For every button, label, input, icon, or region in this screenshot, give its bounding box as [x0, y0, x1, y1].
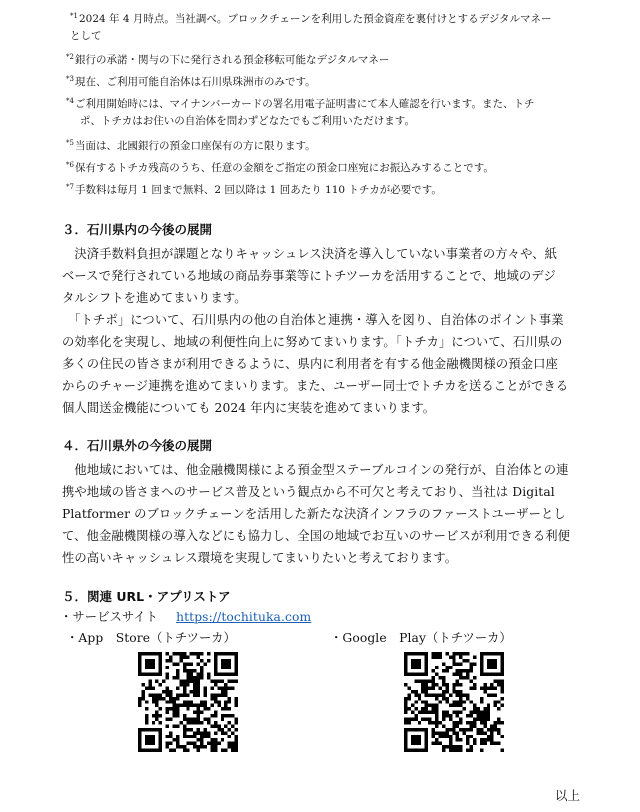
section3-line-3: タルシフトを進めてまいります。 [62, 291, 247, 305]
closing-mark: 以上 [554, 788, 580, 803]
footnote-1-cont: として [70, 30, 102, 42]
section4-line-2: 携や地域の皆さまへのサービス普及という観点から不可欠と考えており、当社は Digital [62, 485, 555, 499]
service-site-label: ・サービスサイト [60, 610, 159, 624]
section3-line-2: ベースで発行されている地域の商品券事業等にトチツーカを活用することで、地域のデジ [62, 269, 556, 283]
footnote-1: $^{*1}$2024 年 4 月時点。当社調べ。ブロックチェーンを利用した預金資産を裏付けとするデジタルマネー [70, 12, 552, 25]
app-store-label: ・App Store（トチツーカ） [66, 631, 236, 645]
footnote-2: $^{*2}$銀行の承諾・関与の下に発行される預金移転可能なデジタルマネー [66, 53, 390, 66]
section3-line-6: 多くの住民の皆さまが利用できるように、県内に利用者を有する他金融機関様の預金口座 [62, 357, 558, 371]
section4-line-3: Platformer のブロックチェーンを活用した新たな決済インフラのファーストユーザーとし [62, 507, 566, 521]
section4-line-4: て、他金融機関様の導入などにも協力し、全国の地域でお互いのサービスが利用できる利便 [62, 529, 571, 543]
footnote-7: $^{*7}$手数料は毎月 1 回まで無料、2 回以降は 1 回あたり 110 トチカが必要です。 [66, 183, 442, 196]
google-play-label: ・Google Play（トチツーカ） [330, 631, 512, 645]
footnote-6: $^{*6}$保有するトチカ残高のうち、任意の金額をご指定の預金口座宛にお振込みすることです。 [66, 161, 494, 174]
section3-line-1: 決済手数料負担が課題となりキャッシュレス決済を導入していない事業者の方々や、紙 [62, 247, 558, 261]
section4-line-1: 他地域においては、他金融機関様による預金型ステーブルコインの発行が、自治体との連 [62, 463, 569, 477]
footnote-4-cont: ポ、トチカはお住いの自治体を問わずどなたでもご利用いただけます。 [80, 115, 415, 127]
footnote-5: $^{*5}$当面は、北國銀行の預金口座保有の方に限ります。 [66, 139, 316, 152]
section3-line-8: 個人間送金機能についても 2024 年内に実装を進めてまいります。 [62, 401, 436, 415]
section3-line-7: からのチャージ連携を進めてまいります。また、ユーザー同士でトチカを送ることができる [62, 379, 569, 393]
section5-heading: ５．関連 URL・アプリストア [62, 589, 231, 604]
service-site-link[interactable]: https://tochituka.com [176, 610, 312, 624]
section4-line-5: 性の高いキャッシュレス環境を実現してまいりたいと考えております。 [62, 551, 458, 565]
service-site-row [60, 607, 311, 625]
section3-line-4: 「トチポ」について、石川県内の他の自治体と連携・導入を図り、自治体のポイント事業 [62, 313, 564, 327]
footnote-4: $^{*4}$ご利用開始時には、マイナンバーカードの署名用電子証明書にて本人確認を行います。また、トチ [66, 97, 535, 110]
footnote-3: $^{*3}$現在、ご利用可能自治体は石川県珠洲市のみです。 [66, 75, 316, 88]
section3-heading: ３．石川県内の今後の展開 [62, 222, 213, 237]
app-store-qr-code[interactable] [138, 652, 238, 752]
section4-heading: ４．石川県外の今後の展開 [62, 438, 213, 453]
section3-line-5: の効率化を実現し、地域の利便性向上に努めてまいります。「トチカ」について、石川県の [62, 335, 563, 349]
google-play-qr-code[interactable] [404, 652, 504, 752]
